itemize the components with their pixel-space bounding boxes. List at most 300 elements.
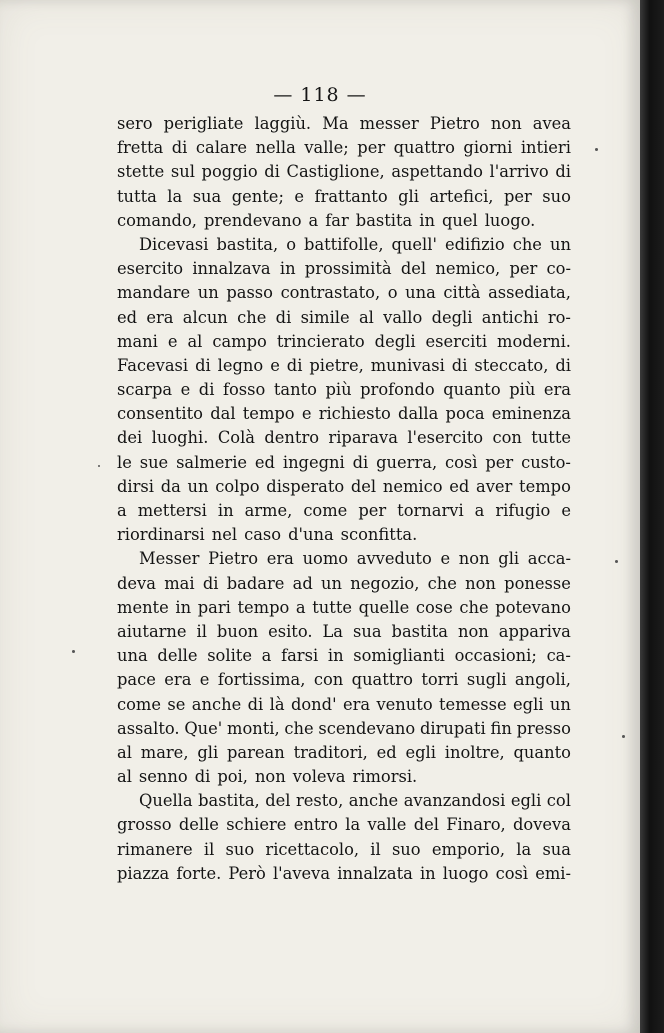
word: a <box>308 210 319 230</box>
word: valle; <box>304 138 349 158</box>
word: la <box>345 815 361 835</box>
word: farsi <box>281 646 319 666</box>
text-line <box>117 112 571 136</box>
word: gente; <box>231 186 284 206</box>
word: che <box>284 718 314 738</box>
word: venuto <box>376 694 433 714</box>
word: luogo <box>442 863 489 883</box>
word: al <box>358 307 374 327</box>
word: delle <box>157 646 198 666</box>
word: Que' <box>184 718 223 738</box>
word: degli <box>374 331 416 351</box>
word: di <box>555 355 571 375</box>
word: città <box>443 283 481 303</box>
word: fretta <box>117 138 164 158</box>
word: dal <box>210 404 236 424</box>
word: non <box>490 114 522 133</box>
word: quell' <box>391 234 437 254</box>
word: a <box>117 501 127 520</box>
word: laggiù. <box>254 114 312 133</box>
word: la <box>516 839 532 859</box>
word: rifugio <box>495 501 551 520</box>
text-line <box>117 209 571 233</box>
word: di <box>451 355 468 375</box>
word: steccato, <box>474 355 549 375</box>
text-line <box>117 354 571 378</box>
word: occasioni; <box>454 646 537 666</box>
word: poca <box>445 404 485 424</box>
word: a <box>295 597 306 617</box>
word: uomo <box>302 549 349 569</box>
word: Pietro <box>429 114 480 133</box>
word: voleva <box>292 767 346 787</box>
word: mai <box>164 573 195 593</box>
word: l'aveva <box>272 863 331 883</box>
word: senno <box>138 767 188 787</box>
text-line <box>117 813 571 837</box>
word: eminenza <box>491 404 571 424</box>
word: del <box>265 791 291 811</box>
word: tempo <box>519 476 571 496</box>
word: ricettacolo, <box>265 839 360 859</box>
word: gli <box>398 186 419 206</box>
word: battifolle, <box>304 234 384 254</box>
word: tanto <box>273 380 317 400</box>
word: sconfitta. <box>340 525 418 545</box>
word: era <box>146 307 174 327</box>
word: e <box>440 549 451 569</box>
word: suo <box>542 186 571 206</box>
word: era <box>543 380 571 400</box>
word: di <box>198 380 215 400</box>
word: di <box>275 307 292 327</box>
word: colpo <box>215 476 260 496</box>
word: se <box>167 694 186 714</box>
word: rimanere <box>117 839 193 859</box>
word: e <box>167 331 178 351</box>
word: Colà <box>217 428 255 448</box>
word: e <box>270 355 280 375</box>
word: tutte <box>531 428 571 448</box>
word: in <box>327 646 344 666</box>
word: campo <box>212 331 267 351</box>
paper-speck <box>72 650 75 653</box>
word: alcun <box>182 307 228 327</box>
word: stette <box>117 162 165 182</box>
word: delle <box>178 815 219 835</box>
word: come <box>117 694 161 714</box>
word: somiglianti <box>353 646 445 666</box>
word: contrastato, <box>280 283 381 303</box>
word: nel <box>211 525 238 545</box>
text-line <box>117 499 571 523</box>
word: dirupati <box>419 718 486 738</box>
word: schiere <box>226 815 287 835</box>
text-line <box>117 838 571 862</box>
word: e <box>561 501 571 520</box>
word: non <box>254 767 286 787</box>
text-line <box>117 426 571 450</box>
word: doveva <box>513 815 571 835</box>
word: monti, <box>227 718 280 738</box>
word: l'esercito <box>407 428 484 448</box>
word: Però <box>228 863 266 883</box>
word: simile <box>300 307 350 327</box>
word: sul <box>170 162 195 182</box>
word: la <box>167 186 183 206</box>
word: e <box>199 670 210 690</box>
word: salmerie <box>176 452 248 472</box>
word: sue <box>139 452 169 472</box>
word: avanzandosi <box>403 791 506 811</box>
word: aver <box>476 476 513 496</box>
word: una <box>405 283 436 303</box>
word: buon <box>216 621 259 641</box>
word: quelle <box>358 597 410 617</box>
word: sero <box>117 114 153 133</box>
text-line <box>117 281 571 305</box>
word: un <box>187 476 209 496</box>
word: dirsi <box>117 476 154 496</box>
word: fosso <box>222 380 266 400</box>
word: era <box>266 549 294 569</box>
word: calare <box>195 138 248 158</box>
word: bastita <box>355 210 413 230</box>
word: gli <box>498 549 520 569</box>
word: del <box>350 476 377 496</box>
word: ad <box>292 573 313 593</box>
word: esito. <box>268 621 313 641</box>
word: che <box>512 234 542 254</box>
word: Quella <box>139 791 193 811</box>
word: scendevano <box>318 718 416 738</box>
text-line <box>117 717 571 741</box>
word: negozio, <box>350 573 420 593</box>
word: assediata, <box>488 283 571 303</box>
word: ca- <box>546 646 571 666</box>
word: era <box>342 694 371 714</box>
word: riparava <box>328 428 398 448</box>
word: nemico, <box>435 259 501 279</box>
word: esercito <box>117 259 184 279</box>
word: il <box>370 839 381 859</box>
text-line <box>117 693 571 717</box>
word: perigliate <box>163 114 244 133</box>
word: del <box>413 815 439 835</box>
paper-speck <box>98 465 100 467</box>
word: per <box>509 259 538 279</box>
word: così <box>495 863 529 883</box>
word: ro- <box>547 307 571 327</box>
word: antichi <box>481 307 539 327</box>
word: inoltre, <box>444 742 505 762</box>
word: di <box>555 162 571 182</box>
word: col <box>546 791 571 811</box>
word: con <box>492 428 522 448</box>
word: di <box>352 452 369 472</box>
word: così <box>445 452 478 472</box>
word: dentro <box>264 428 320 448</box>
word: a <box>261 646 272 666</box>
word: di <box>171 138 188 158</box>
word: al <box>187 331 203 351</box>
text-line <box>117 233 571 257</box>
word: presso <box>516 718 571 738</box>
word: scarpa <box>117 380 173 400</box>
word: far <box>325 210 349 230</box>
word: tornarvi <box>397 501 464 520</box>
word: giorni <box>463 138 513 158</box>
text-line <box>117 306 571 330</box>
word: innalzava <box>192 259 271 279</box>
word: Finaro, <box>446 815 506 835</box>
word: caso <box>244 525 282 545</box>
text-line <box>117 451 571 475</box>
text-line <box>117 402 571 426</box>
word: intieri <box>520 138 571 158</box>
word: entro <box>293 815 338 835</box>
word: quattro <box>351 670 413 690</box>
word: edifizio <box>444 234 505 254</box>
word: Messer <box>139 549 200 569</box>
text-line <box>117 741 571 765</box>
word: appariva <box>498 621 571 641</box>
word: comando, <box>117 210 197 230</box>
word: anche <box>348 791 399 811</box>
word: mandare <box>117 283 191 303</box>
page-edge-shadow <box>640 0 664 1033</box>
word: ponesse <box>504 573 571 593</box>
word: un <box>549 694 571 714</box>
word: di <box>247 694 264 714</box>
word: messer <box>359 114 419 133</box>
word: profondo <box>360 380 435 400</box>
word: La <box>322 621 344 641</box>
word: luoghi. <box>151 428 209 448</box>
word: come <box>303 501 348 520</box>
word: sua <box>192 186 222 206</box>
word: valle <box>367 815 407 835</box>
text-line <box>117 620 571 644</box>
word: dei <box>117 428 143 448</box>
word: il <box>196 621 207 641</box>
word: un <box>549 234 571 254</box>
page-number-header: — 118 — <box>273 84 367 106</box>
text-line <box>117 257 571 281</box>
word: artefici, <box>429 186 494 206</box>
word: disperato <box>266 476 345 496</box>
word: traditori, <box>293 742 368 762</box>
word: cose <box>415 597 453 617</box>
paper-speck <box>615 560 618 563</box>
word: per <box>358 501 387 520</box>
word: emi- <box>535 863 571 883</box>
word: consentito <box>117 404 203 424</box>
word: in <box>175 597 192 617</box>
word: quanto <box>443 380 501 400</box>
word: non <box>465 573 496 593</box>
word: poggio <box>201 162 258 182</box>
word: al <box>117 767 132 787</box>
word: deva <box>117 573 156 593</box>
word: tutta <box>117 186 157 206</box>
word: suo <box>391 839 421 859</box>
word: quel <box>441 210 478 230</box>
word: passo <box>226 283 273 303</box>
word: rimorsi. <box>352 767 418 787</box>
word: o <box>286 234 296 254</box>
word: mare, <box>140 742 189 762</box>
word: sua <box>353 621 382 641</box>
word: emporio, <box>431 839 506 859</box>
word: e <box>294 186 305 206</box>
word: luogo. <box>484 210 536 230</box>
word: fin <box>490 718 512 738</box>
word: a <box>474 501 485 520</box>
word: o <box>387 283 398 303</box>
word: con <box>313 670 344 690</box>
word: custo- <box>521 452 571 472</box>
word: in <box>419 210 435 230</box>
word: nemico <box>382 476 443 496</box>
word: bastita, <box>198 791 260 811</box>
word: più <box>325 380 352 400</box>
word: grosso <box>117 815 172 835</box>
word: di <box>286 355 303 375</box>
word: e <box>301 404 312 424</box>
word: non <box>457 621 489 641</box>
word: avea <box>532 114 571 133</box>
word: parean <box>227 742 285 762</box>
text-line <box>117 789 571 813</box>
word: anche <box>191 694 242 714</box>
word: Facevasi <box>117 355 189 375</box>
word: mente <box>117 597 169 617</box>
text-line <box>117 523 571 547</box>
word: mettersi <box>137 501 207 520</box>
text-line <box>117 644 571 668</box>
word: là <box>269 694 285 714</box>
word: da <box>160 476 181 496</box>
word: piazza <box>117 863 170 883</box>
word: quanto <box>513 742 571 762</box>
word: mani <box>117 331 158 351</box>
word: munivasi <box>370 355 445 375</box>
word: torri <box>421 670 459 690</box>
word: di <box>195 355 211 375</box>
word: avveduto <box>356 549 432 569</box>
word: badare <box>226 573 285 593</box>
word: un <box>321 573 343 593</box>
word: pari <box>197 597 231 617</box>
word: gli <box>197 742 219 762</box>
word: di <box>264 162 280 182</box>
word: di <box>202 573 219 593</box>
word: in <box>279 259 296 279</box>
word: ed <box>449 476 470 496</box>
word: potevano <box>495 597 571 617</box>
word: quattro <box>393 138 455 158</box>
word: temesse <box>439 694 507 714</box>
word: l'arrivo <box>489 162 549 182</box>
word: pace <box>117 670 156 690</box>
word: in <box>419 863 436 883</box>
body-text <box>117 112 571 886</box>
word: innalzata <box>337 863 413 883</box>
word: ingegni <box>282 452 345 472</box>
word: un <box>197 283 219 303</box>
word: angoli, <box>514 670 571 690</box>
word: bastita <box>391 621 449 641</box>
word: del <box>400 259 427 279</box>
text-line <box>117 765 571 789</box>
word: degli <box>431 307 473 327</box>
text-line <box>117 572 571 596</box>
word: di <box>194 767 211 787</box>
word: e <box>180 380 191 400</box>
word: eserciti <box>425 331 488 351</box>
word: d'una <box>288 525 334 545</box>
word: aspettando <box>391 162 483 182</box>
word: moderni. <box>497 331 571 351</box>
word: che <box>427 573 457 593</box>
word: le <box>117 452 132 472</box>
word: Ma <box>322 114 349 133</box>
word: ed <box>254 452 275 472</box>
word: co- <box>546 259 571 279</box>
word: guerra, <box>376 452 438 472</box>
word: sugli <box>466 670 507 690</box>
word: pietre, <box>309 355 364 375</box>
word: poi, <box>217 767 248 787</box>
word: nella <box>255 138 296 158</box>
word: solite <box>207 646 252 666</box>
word: acca- <box>527 549 571 569</box>
word: fortissima, <box>217 670 306 690</box>
word: che <box>237 307 267 327</box>
word: tempo <box>242 404 295 424</box>
word: forte. <box>176 863 222 883</box>
word: prossimità <box>304 259 392 279</box>
text-line <box>117 330 571 354</box>
word: più <box>509 380 536 400</box>
word: al <box>117 742 132 762</box>
word: Dicevasi <box>139 234 209 254</box>
word: aiutarne <box>117 621 187 641</box>
word: tutte <box>312 597 353 617</box>
word: per <box>485 452 514 472</box>
word: trincierato <box>276 331 365 351</box>
word: resto, <box>295 791 344 811</box>
word: egli <box>513 694 544 714</box>
text-line <box>117 160 571 184</box>
word: una <box>117 646 148 666</box>
word: in <box>217 501 234 520</box>
word: Pietro <box>208 549 259 569</box>
word: vallo <box>383 307 423 327</box>
word: suo <box>225 839 255 859</box>
word: arme, <box>244 501 293 520</box>
word: che <box>459 597 489 617</box>
text-line <box>117 185 571 209</box>
word: dond' <box>290 694 337 714</box>
word: ed <box>376 742 397 762</box>
word: egli <box>405 742 436 762</box>
text-line <box>117 547 571 571</box>
word: non <box>458 549 490 569</box>
word: legno <box>217 355 264 375</box>
word: per <box>503 186 532 206</box>
